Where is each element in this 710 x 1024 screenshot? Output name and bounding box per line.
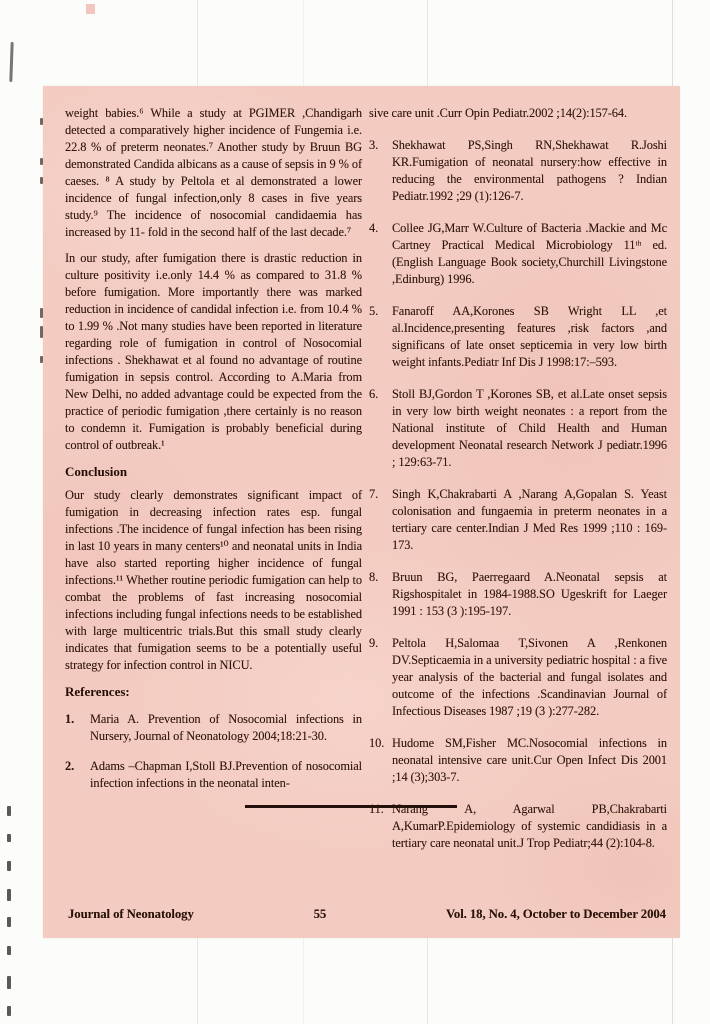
reference-text: Bruun BG, Paerregaard A.Neonatal sepsis at Rigshospitalet in 1984-1988.SO Ugeskrift for Laeger 1991 : 153 (3 ):195-197. xyxy=(392,570,667,618)
reference-number: 8. xyxy=(369,570,379,584)
references-heading: References: xyxy=(65,684,130,699)
reference-number: 4. xyxy=(369,221,379,235)
page-footer xyxy=(68,906,666,923)
reference-number: 2. xyxy=(65,759,75,773)
footer-issue-info: Vol. 18, No. 4, October to December 2004 xyxy=(445,907,666,921)
scan-artifact xyxy=(7,917,11,927)
reference-text: Peltola H,Salomaa T,Sivonen A ,Renkonen DV.Septicaemia in a university pediatric hospital : a five year analysis of the bacterial and fungal isolates and outcome of the infections .Scandinavian Journal of Infectious Diseases 1987 ;19 (3 ):277-282. xyxy=(392,636,667,718)
reference-item xyxy=(65,758,362,792)
reference-number: 3. xyxy=(369,138,379,152)
scan-artifact xyxy=(86,4,95,14)
paragraph-discussion-2: In our study, after fumigation there is drastic reduction in culture positivity i.e.only 14.4 % as compared to 31.8 % before fumigation. More importantly there was marked reduction in incidence of candidal infection i.e. from 10.4 % to 1.99 % .Not many studies have been reported in literature regarding role of fumigation in control of Nosocomial infections . Shekhawat et al found no advantage of routine fumigation in sepsis control. According to A.Maria from New Delhi, no added advantage could be expected from the practice of periodic fumigation ,there certainly is no reason to condemn it. Fumigation is probably beneficial during control of outbreak.¹ xyxy=(65,251,362,452)
reference-number: 5. xyxy=(369,304,379,318)
reference-item xyxy=(369,220,667,288)
reference-number: 7. xyxy=(369,487,379,501)
journal-page xyxy=(43,86,680,938)
reference-text: Maria A. Prevention of Nosocomial infections in Nursery, Journal of Neonatology 2004;18:21-30. xyxy=(90,712,362,743)
conclusion-heading: Conclusion xyxy=(65,464,128,479)
reference-text: Singh K,Chakrabarti A ,Narang A,Gopalan S. Yeast colonisation and fungaemia in preterm neonates in a tertiary care center.Indian J Med Res 1999 ;110 : 169-173. xyxy=(392,487,667,552)
scan-artifact xyxy=(7,976,11,989)
reference-text: Shekhawat PS,Singh RN,Shekhawat R.Joshi KR.Fumigation of neonatal nursery:how effective in reducing the environmental pathogens ? Indian Pediatr.1992 ;29 (1):126-7. xyxy=(392,138,667,203)
paragraph-conclusion: Our study clearly demonstrates significant impact of fumigation in decreasing infection rates esp. fungal infections .The incidence of fungal infection has been rising in last 10 years in many centers¹⁰ and neonatal units in India have also started reporting higher incidence of fungal infections.¹¹ Whether routine periodic fumigation can help to combat the problems of fast increasing nosocomial infections including fungal infections needs to be established with large multicentric trials.But this small study clearly indicates that fumigation seems to be a potentially useful strategy for infection control in NICU. xyxy=(65,488,362,672)
reference-item xyxy=(369,635,667,720)
reference-item xyxy=(369,386,667,471)
reference-text: Fanaroff AA,Korones SB Wright LL ,et al.Incidence,presenting features ,risk factors ,and significans of late onset septicemia in very low birth weight infants.Pediatr Inf Dis J 1998:17:–593. xyxy=(392,304,667,369)
reference-item xyxy=(369,735,667,786)
reference-item xyxy=(369,486,667,554)
reference-text: Adams –Chapman I,Stoll BJ.Prevention of nosocomial infection infections in the neonatal inten- xyxy=(90,759,362,790)
scan-artifact xyxy=(7,1006,11,1016)
scan-artifact xyxy=(9,42,13,82)
reference-text: Narang A, Agarwal PB,Chakrabarti A,KumarP.Epidemiology of systemic candidiasis in a tertiary care neonatal unit.J Trop Pediatr;44 (2):104-8. xyxy=(392,802,667,850)
scan-artifact xyxy=(7,834,11,842)
scan-artifact xyxy=(7,806,11,816)
reference-text: Hudome SM,Fisher MC.Nosocomial infections in neonatal intensive care unit.Cur Open Infect Dis 2001 ;14 (3);303-7. xyxy=(392,736,667,784)
reference-item xyxy=(369,303,667,371)
scan-artifact xyxy=(7,946,11,955)
left-column xyxy=(65,105,362,808)
paragraph-discussion-1: weight babies.⁶ While a study at PGIMER ,Chandigarh detected a comparatively higher incidence of Fungemia i.e. 22.8 % of preterm neonates.⁷ Another study by Bruun BG demonstrated Candida albicans as a cause of sepsis in 9 % of caeses. ⁸ A study by Peltola et al demonstrated a lower incidence of fungal infection,only 8 cases in five years study.⁹ The incidence of nosocomial candidaemia has increased by 11- fold in the second half of the last decade.⁷ xyxy=(65,106,362,239)
reference-number: 11. xyxy=(369,802,384,816)
right-column xyxy=(369,105,667,867)
reference-continuation-text: sive care unit .Curr Opin Pediatr.2002 ;14(2):157-64. xyxy=(369,106,627,120)
reference-item xyxy=(369,569,667,620)
reference-number: 9. xyxy=(369,636,379,650)
reference-number: 10. xyxy=(369,736,385,750)
scan-artifact xyxy=(7,889,11,901)
reference-item xyxy=(369,137,667,205)
reference-number: 6. xyxy=(369,387,379,401)
reference-item xyxy=(65,711,362,745)
reference-text: Collee JG,Marr W.Culture of Bacteria .Mackie and Mc Cartney Practical Medical Microbiology 11ᵗʰ ed.(English Language Book society,Churchill Livingstone ,Edinburg) 1996. xyxy=(392,221,667,286)
scan-artifact xyxy=(7,861,11,871)
reference-number: 1. xyxy=(65,712,75,726)
footer-journal-name: Journal of Neonatology xyxy=(68,907,194,921)
reference-text: Stoll BJ,Gordon T ,Korones SB, et al.Late onset sepsis in very low birth weight neonates : a report from the National institute of Child Health and Human development Neonatal research Network J pediatr.1996 ; 129:63-71. xyxy=(392,387,667,469)
footer-page-number: 55 xyxy=(313,907,327,921)
reference-item xyxy=(369,801,667,852)
